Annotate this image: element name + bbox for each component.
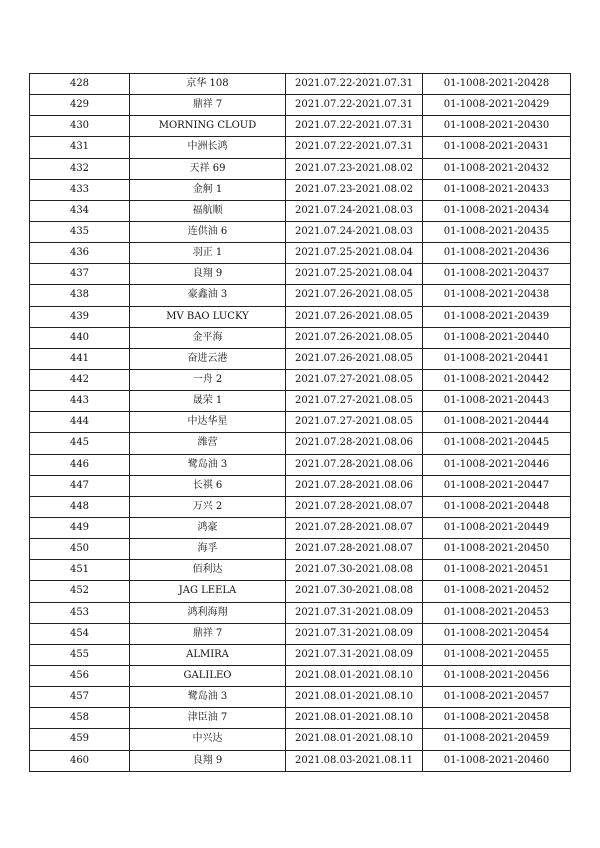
table-row (30, 454, 571, 475)
row-number-cell: 446 (30, 454, 130, 475)
certificate-number-cell: 01-1008-2021-20455 (423, 644, 571, 665)
row-number-cell: 451 (30, 560, 130, 581)
certificate-number-cell: 01-1008-2021-20459 (423, 729, 571, 750)
period-cell: 2021.08.01-2021.08.10 (286, 665, 423, 686)
period-cell: 2021.07.28-2021.08.06 (286, 475, 423, 496)
period-cell: 2021.07.23-2021.08.02 (286, 179, 423, 200)
vessel-name-cell: 羽正 1 (130, 243, 286, 264)
vessel-name-cell: 鹭岛油 3 (130, 454, 286, 475)
vessel-name-cell: 福航顺 (130, 200, 286, 221)
vessel-name-cell: 良翔 9 (130, 264, 286, 285)
row-number-cell: 453 (30, 602, 130, 623)
table-row (30, 433, 571, 454)
period-cell: 2021.08.01-2021.08.10 (286, 687, 423, 708)
period-cell: 2021.07.26-2021.08.05 (286, 327, 423, 348)
certificate-number-cell: 01-1008-2021-20457 (423, 687, 571, 708)
vessel-name-cell: 金舸 1 (130, 179, 286, 200)
table-row (30, 179, 571, 200)
row-number-cell: 445 (30, 433, 130, 454)
table-row (30, 348, 571, 369)
row-number-cell: 437 (30, 264, 130, 285)
vessel-name-cell: 万兴 2 (130, 496, 286, 517)
certificate-number-cell: 01-1008-2021-20460 (423, 750, 571, 771)
table-row (30, 243, 571, 264)
row-number-cell: 448 (30, 496, 130, 517)
row-number-cell: 431 (30, 137, 130, 158)
period-cell: 2021.07.27-2021.08.05 (286, 369, 423, 390)
vessel-name-cell: 鼎祥 7 (130, 95, 286, 116)
table-row (30, 264, 571, 285)
vessel-name-cell: 长祺 6 (130, 475, 286, 496)
certificate-number-cell: 01-1008-2021-20453 (423, 602, 571, 623)
table-row (30, 369, 571, 390)
period-cell: 2021.07.25-2021.08.04 (286, 264, 423, 285)
certificate-number-cell: 01-1008-2021-20450 (423, 539, 571, 560)
certificate-number-cell: 01-1008-2021-20438 (423, 285, 571, 306)
table-row (30, 285, 571, 306)
certificate-number-cell: 01-1008-2021-20430 (423, 116, 571, 137)
certificate-number-cell: 01-1008-2021-20437 (423, 264, 571, 285)
certificate-number-cell: 01-1008-2021-20447 (423, 475, 571, 496)
certificate-number-cell: 01-1008-2021-20452 (423, 581, 571, 602)
table-row (30, 687, 571, 708)
period-cell: 2021.07.26-2021.08.05 (286, 285, 423, 306)
table-row (30, 539, 571, 560)
period-cell: 2021.07.30-2021.08.08 (286, 581, 423, 602)
table-row (30, 496, 571, 517)
row-number-cell: 441 (30, 348, 130, 369)
period-cell: 2021.07.31-2021.08.09 (286, 644, 423, 665)
certificate-number-cell: 01-1008-2021-20444 (423, 412, 571, 433)
row-number-cell: 456 (30, 665, 130, 686)
table-row (30, 95, 571, 116)
row-number-cell: 432 (30, 158, 130, 179)
certificate-number-cell: 01-1008-2021-20456 (423, 665, 571, 686)
row-number-cell: 454 (30, 623, 130, 644)
vessel-name-cell: 潍营 (130, 433, 286, 454)
row-number-cell: 429 (30, 95, 130, 116)
vessel-name-cell: 豪鑫油 3 (130, 285, 286, 306)
table-row (30, 306, 571, 327)
vessel-name-cell: 京华 108 (130, 74, 286, 95)
period-cell: 2021.07.28-2021.08.07 (286, 517, 423, 538)
row-number-cell: 439 (30, 306, 130, 327)
certificate-number-cell: 01-1008-2021-20446 (423, 454, 571, 475)
table-row (30, 708, 571, 729)
period-cell: 2021.07.28-2021.08.07 (286, 539, 423, 560)
row-number-cell: 436 (30, 243, 130, 264)
period-cell: 2021.08.01-2021.08.10 (286, 729, 423, 750)
certificate-number-cell: 01-1008-2021-20441 (423, 348, 571, 369)
table-row (30, 644, 571, 665)
certificate-number-cell: 01-1008-2021-20445 (423, 433, 571, 454)
certificate-number-cell: 01-1008-2021-20436 (423, 243, 571, 264)
table-row (30, 74, 571, 95)
table-row (30, 560, 571, 581)
period-cell: 2021.07.25-2021.08.04 (286, 243, 423, 264)
certificate-number-cell: 01-1008-2021-20442 (423, 369, 571, 390)
vessel-name-cell: 鸿利海翔 (130, 602, 286, 623)
vessel-name-cell: 奋进云港 (130, 348, 286, 369)
vessel-name-cell: 津臣油 7 (130, 708, 286, 729)
period-cell: 2021.07.22-2021.07.31 (286, 137, 423, 158)
period-cell: 2021.07.22-2021.07.31 (286, 95, 423, 116)
vessel-name-cell: JAG LEELA (130, 581, 286, 602)
vessel-name-cell: 良翔 9 (130, 750, 286, 771)
period-cell: 2021.08.01-2021.08.10 (286, 708, 423, 729)
certificate-number-cell: 01-1008-2021-20448 (423, 496, 571, 517)
row-number-cell: 450 (30, 539, 130, 560)
period-cell: 2021.07.24-2021.08.03 (286, 200, 423, 221)
certificate-number-cell: 01-1008-2021-20428 (423, 74, 571, 95)
vessel-name-cell: 鸿豪 (130, 517, 286, 538)
row-number-cell: 449 (30, 517, 130, 538)
vessel-name-cell: 一舟 2 (130, 369, 286, 390)
vessel-name-cell: 中达华星 (130, 412, 286, 433)
table-row (30, 623, 571, 644)
records-table-body (30, 74, 571, 772)
period-cell: 2021.07.22-2021.07.31 (286, 74, 423, 95)
vessel-name-cell: MV BAO LUCKY (130, 306, 286, 327)
period-cell: 2021.07.27-2021.08.05 (286, 391, 423, 412)
row-number-cell: 435 (30, 221, 130, 242)
certificate-number-cell: 01-1008-2021-20429 (423, 95, 571, 116)
table-row (30, 475, 571, 496)
row-number-cell: 455 (30, 644, 130, 665)
table-row (30, 137, 571, 158)
period-cell: 2021.07.31-2021.08.09 (286, 623, 423, 644)
table-row (30, 602, 571, 623)
vessel-name-cell: 佰利达 (130, 560, 286, 581)
certificate-number-cell: 01-1008-2021-20454 (423, 623, 571, 644)
row-number-cell: 459 (30, 729, 130, 750)
row-number-cell: 433 (30, 179, 130, 200)
certificate-number-cell: 01-1008-2021-20439 (423, 306, 571, 327)
vessel-name-cell: MORNING CLOUD (130, 116, 286, 137)
records-table (29, 73, 571, 772)
period-cell: 2021.08.03-2021.08.11 (286, 750, 423, 771)
vessel-name-cell: 海孚 (130, 539, 286, 560)
table-row (30, 116, 571, 137)
period-cell: 2021.07.26-2021.08.05 (286, 306, 423, 327)
period-cell: 2021.07.23-2021.08.02 (286, 158, 423, 179)
period-cell: 2021.07.28-2021.08.06 (286, 433, 423, 454)
row-number-cell: 457 (30, 687, 130, 708)
vessel-name-cell: 天祥 69 (130, 158, 286, 179)
table-row (30, 158, 571, 179)
row-number-cell: 447 (30, 475, 130, 496)
vessel-name-cell: GALILEO (130, 665, 286, 686)
table-row (30, 581, 571, 602)
period-cell: 2021.07.26-2021.08.05 (286, 348, 423, 369)
row-number-cell: 440 (30, 327, 130, 348)
vessel-name-cell: 中洲长鸿 (130, 137, 286, 158)
certificate-number-cell: 01-1008-2021-20434 (423, 200, 571, 221)
certificate-number-cell: 01-1008-2021-20435 (423, 221, 571, 242)
table-row (30, 517, 571, 538)
table-row (30, 665, 571, 686)
certificate-number-cell: 01-1008-2021-20458 (423, 708, 571, 729)
vessel-name-cell: 鼎祥 7 (130, 623, 286, 644)
row-number-cell: 442 (30, 369, 130, 390)
table-row (30, 729, 571, 750)
vessel-name-cell: 金平海 (130, 327, 286, 348)
vessel-name-cell: 晟荣 1 (130, 391, 286, 412)
certificate-number-cell: 01-1008-2021-20451 (423, 560, 571, 581)
table-row (30, 412, 571, 433)
row-number-cell: 458 (30, 708, 130, 729)
period-cell: 2021.07.28-2021.08.07 (286, 496, 423, 517)
period-cell: 2021.07.31-2021.08.09 (286, 602, 423, 623)
row-number-cell: 443 (30, 391, 130, 412)
period-cell: 2021.07.27-2021.08.05 (286, 412, 423, 433)
certificate-number-cell: 01-1008-2021-20449 (423, 517, 571, 538)
period-cell: 2021.07.24-2021.08.03 (286, 221, 423, 242)
certificate-number-cell: 01-1008-2021-20433 (423, 179, 571, 200)
row-number-cell: 434 (30, 200, 130, 221)
row-number-cell: 460 (30, 750, 130, 771)
certificate-number-cell: 01-1008-2021-20440 (423, 327, 571, 348)
row-number-cell: 430 (30, 116, 130, 137)
period-cell: 2021.07.28-2021.08.06 (286, 454, 423, 475)
table-row (30, 221, 571, 242)
table-row (30, 327, 571, 348)
vessel-name-cell: 中兴达 (130, 729, 286, 750)
vessel-name-cell: 连供油 6 (130, 221, 286, 242)
period-cell: 2021.07.30-2021.08.08 (286, 560, 423, 581)
period-cell: 2021.07.22-2021.07.31 (286, 116, 423, 137)
vessel-name-cell: ALMIRA (130, 644, 286, 665)
vessel-name-cell: 鹭岛油 3 (130, 687, 286, 708)
table-row (30, 391, 571, 412)
row-number-cell: 452 (30, 581, 130, 602)
row-number-cell: 428 (30, 74, 130, 95)
certificate-number-cell: 01-1008-2021-20432 (423, 158, 571, 179)
table-row (30, 200, 571, 221)
certificate-number-cell: 01-1008-2021-20443 (423, 391, 571, 412)
row-number-cell: 444 (30, 412, 130, 433)
certificate-number-cell: 01-1008-2021-20431 (423, 137, 571, 158)
row-number-cell: 438 (30, 285, 130, 306)
table-row (30, 750, 571, 771)
